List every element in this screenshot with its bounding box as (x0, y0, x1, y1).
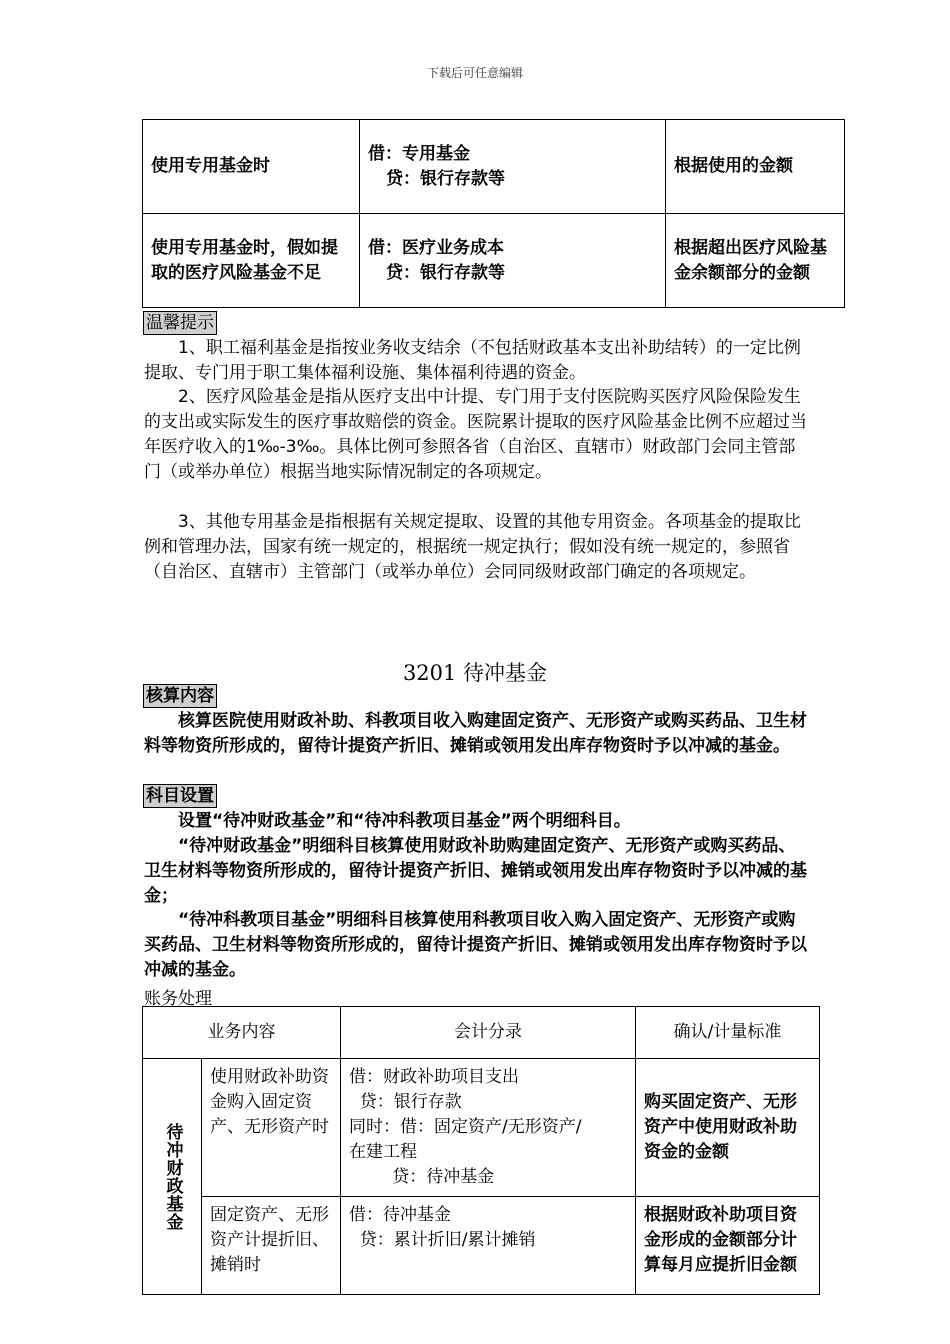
header-business: 业务内容 (143, 1007, 341, 1059)
entry-cell (360, 214, 666, 308)
subject-paragraph-1: 设置“待冲财政基金”和“待冲科教项目基金”两个明细科目。 (178, 811, 631, 831)
tips-label: 温馨提示 (143, 311, 217, 335)
credit-line: 贷：银行存款等 (386, 262, 505, 283)
table-row (143, 1197, 820, 1295)
standard-cell: 根据超出医疗风险基金余额部分的金额 (666, 214, 845, 308)
tip-paragraph-2: 2、医疗风险基金是指从医疗支出中计提、专门用于支付医院购买医疗风险保险发生的支出或实际发生的医疗事故赔偿的资金。医院累计提取的医疗风险基金比例不应超过当年医疗收入的1‰-3‰。具体比例可参照各省（自治区、直辖市）财政部门会同主管部门（或举办单位）根据当地实际情况制定的各项规定。 (144, 387, 807, 482)
table-row (143, 214, 845, 308)
entry-line: 贷：银行存款 (349, 1092, 462, 1112)
business-cell: 使用专用基金时 (143, 120, 360, 214)
standard-cell: 购买固定资产、无形资产中使用财政补助资金的金额 (636, 1059, 820, 1197)
content-label: 核算内容 (143, 684, 217, 708)
accounting-label: 账务处理 (144, 989, 212, 1009)
entry-line: 借：待冲基金 (349, 1205, 451, 1225)
business-cell: 固定资产、无形资产计提折旧、摊销时 (202, 1197, 341, 1295)
subject-paragraph-2: “待冲财政基金”明细科目核算使用财政补助购建固定资产、无形资产或购买药品、卫生材料等物资所形成的，留待计提资产折旧、摊销或领用发出库存物资时予以冲减的基金； (144, 836, 807, 906)
table-header-row (143, 1007, 820, 1059)
standard-cell: 根据财政补助项目资金形成的金额部分计算每月应提折旧金额 (636, 1197, 820, 1295)
header-entry: 会计分录 (341, 1007, 636, 1059)
entry-line: 在建工程 (349, 1142, 417, 1162)
debit-line: 借：专用基金 (368, 143, 470, 164)
subject-label: 科目设置 (143, 784, 217, 808)
entry-line: 借：财政补助项目支出 (349, 1067, 519, 1087)
credit-line: 贷：银行存款等 (386, 168, 505, 189)
business-cell: 使用财政补助资金购入固定资产、无形资产时 (202, 1059, 341, 1197)
entry-line: 贷：累计折旧/累计摊销 (349, 1230, 536, 1250)
section-title: 3201 待冲基金 (402, 661, 548, 685)
entry-cell (341, 1197, 636, 1295)
content-paragraph: 核算医院使用财政补助、科教项目收入购建固定资产、无形资产或购买药品、卫生材料等物资所形成的，留待计提资产折旧、摊销或领用发出库存物资时予以冲减的基金。 (144, 711, 807, 756)
entry-line: 同时：借：固定资产/无形资产/ (349, 1117, 582, 1137)
tip-paragraph-3: 3、其他专用基金是指根据有关规定提取、设置的其他专用资金。各项基金的提取比例和管理办法，国家有统一规定的，根据统一规定执行；假如没有统一规定的，参照省（自治区、直辖市）主管部门（或举办单位）会同同级财政部门确定的各项规定。 (144, 512, 801, 582)
table-row (143, 1059, 820, 1197)
entry-line: 贷：待冲基金 (349, 1167, 495, 1187)
page-header: 下载后可任意编辑 (426, 66, 523, 80)
table-row (143, 120, 845, 214)
tip-paragraph-1: 1、职工福利基金是指按业务收支结余（不包括财政基本支出补助结转）的一定比例提取、专门用于职工集体福利设施、集体福利待遇的资金。 (144, 338, 801, 383)
group-label: 待冲财政基金 (162, 1122, 183, 1231)
group-cell (143, 1059, 202, 1295)
special-fund-table (142, 119, 845, 308)
standard-cell: 根据使用的金额 (666, 120, 845, 214)
accounting-table (142, 1006, 820, 1295)
debit-line: 借：医疗业务成本 (368, 237, 504, 258)
subject-paragraph-3: “待冲科教项目基金”明细科目核算使用科教项目收入购入固定资产、无形资产或购买药品、卫生材料等物资所形成的，留待计提资产折旧、摊销或领用发出库存物资时予以冲减的基金。 (144, 910, 807, 980)
entry-cell (360, 120, 666, 214)
header-standard: 确认/计量标准 (636, 1007, 820, 1059)
business-cell: 使用专用基金时，假如提取的医疗风险基金不足 (143, 214, 360, 308)
entry-cell (341, 1059, 636, 1197)
